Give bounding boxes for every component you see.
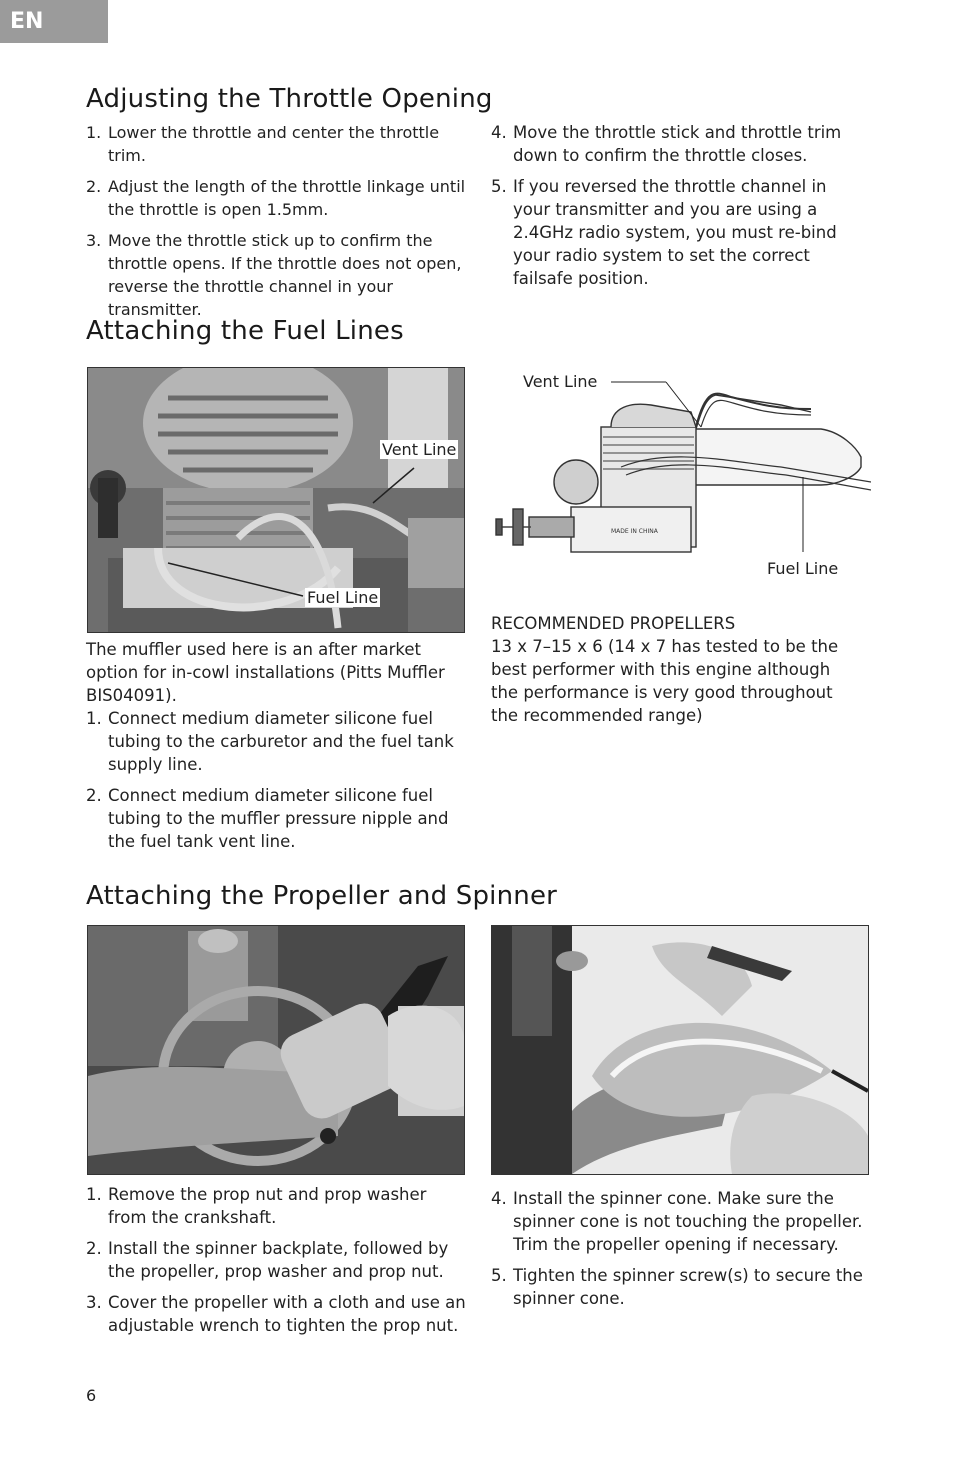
fuel-section-title: Attaching the Fuel Lines: [86, 316, 404, 346]
list-item: 1. Lower the throttle and center the throttle trim.: [86, 123, 440, 165]
recommended-propellers-text: 13 x 7–15 x 6 (14 x 7 has tested to be the best performer with this engine although the performance is very good throughout the recommended range): [491, 637, 839, 725]
list-item: 3. Move the throttle stick up to confirm the throttle opens. If the throttle does not open, reverse the throttle channel in your transmitter.: [86, 231, 462, 319]
fuel-steps: [86, 707, 461, 861]
fuel-lines-photo: [87, 367, 465, 633]
list-item: 2. Connect medium diameter silicone fuel tubing to the muffler pressure nipple and the fuel tank vent line.: [86, 786, 449, 851]
propeller-steps-right: [491, 1187, 866, 1318]
language-tab: EN: [0, 0, 108, 43]
list-item: 2. Adjust the length of the throttle linkage until the throttle is open 1.5mm.: [86, 177, 466, 219]
diagram-label-fuel-line: Fuel Line: [767, 559, 839, 578]
list-item: 5. Tighten the spinner screw(s) to secure the spinner cone.: [491, 1266, 863, 1308]
page-number: 6: [86, 1386, 97, 1405]
propeller-steps-left: [86, 1183, 466, 1345]
list-item: 1. Remove the prop nut and prop washer from the crankshaft.: [86, 1185, 427, 1227]
list-item: 2. Install the spinner backplate, followed by the propeller, prop washer and prop nut.: [86, 1239, 449, 1281]
throttle-steps-right: [491, 121, 866, 298]
photo-label-vent-line: Vent Line: [382, 440, 457, 459]
muffler-note: The muffler used here is an after market option for in-cowl installations (Pitts Muffler BIS04091).: [86, 640, 445, 705]
throttle-steps-left: [86, 121, 471, 329]
wrench-photo: [87, 925, 465, 1175]
photo-label-fuel-line: Fuel Line: [307, 588, 379, 607]
recommended-propellers-heading: RECOMMENDED PROPELLERS: [491, 614, 736, 633]
list-item: 4. Install the spinner cone. Make sure the spinner cone is not touching the propeller. Trim the propeller opening if necessary.: [491, 1189, 863, 1254]
list-item: 4. Move the throttle stick and throttle trim down to confirm the throttle closes.: [491, 123, 842, 165]
spinner-photo: [491, 925, 869, 1175]
engine-label-text: MADE IN CHINA: [611, 528, 658, 535]
list-item: 1. Connect medium diameter silicone fuel tubing to the carburetor and the fuel tank supply line.: [86, 709, 454, 774]
list-item: 5. If you reversed the throttle channel in your transmitter and you are using a 2.4GHz radio system, you must re-bind your radio system to set the correct failsafe position.: [491, 177, 837, 288]
propeller-section-title: Attaching the Propeller and Spinner: [86, 881, 558, 911]
engine-diagram: [491, 367, 871, 592]
list-item: 3. Cover the propeller with a cloth and use an adjustable wrench to tighten the prop nut.: [86, 1293, 466, 1335]
diagram-label-vent-line: Vent Line: [523, 372, 598, 391]
throttle-section-title: Adjusting the Throttle Opening: [86, 84, 493, 114]
